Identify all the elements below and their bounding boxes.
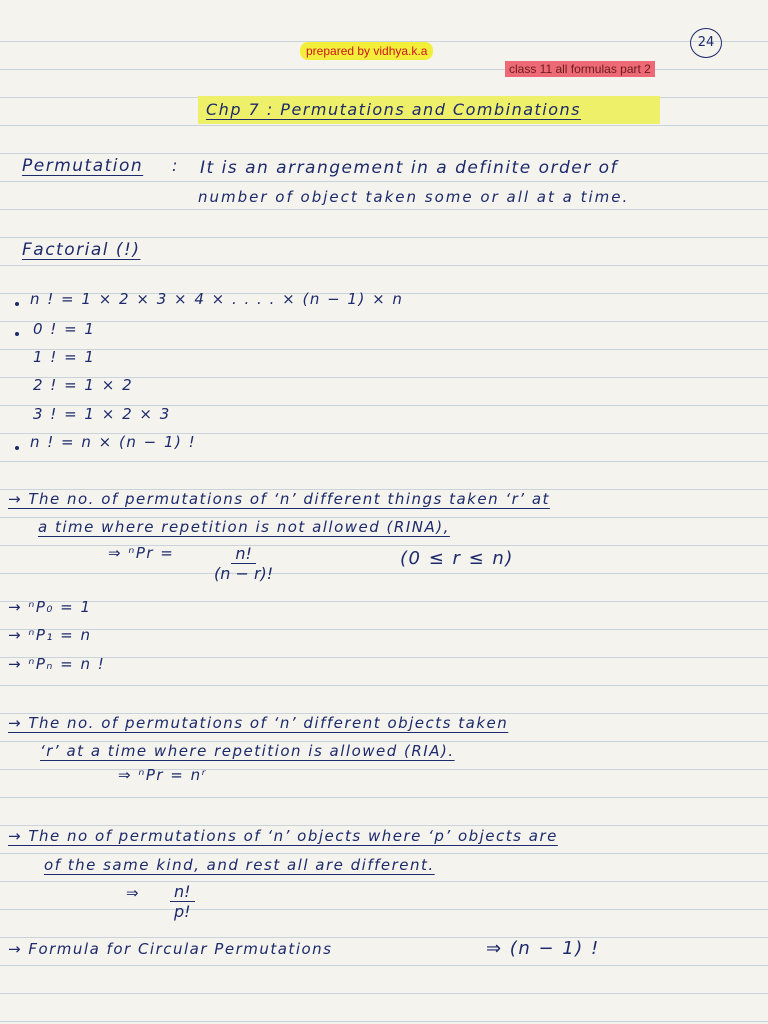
chapter-heading-text: Chp 7 : Permutations and Combinations	[206, 100, 582, 119]
rule3-denominator: p!	[173, 902, 191, 921]
rule1-condition: (0 ≤ r ≤ n)	[400, 548, 514, 569]
special-case-1: → ⁿP₀ = 1	[8, 598, 92, 616]
rule3-line-1: → The no of permutations of ‘n’ objects where ‘p’ objects are	[8, 827, 558, 845]
rule2-line-2: ‘r’ at a time where repetition is allowed (RIA).	[40, 742, 455, 760]
factorial-item-6: n ! = n × (n − 1) !	[30, 433, 197, 451]
bullet	[15, 332, 19, 336]
rule3-fraction	[170, 882, 195, 921]
bullet	[15, 302, 19, 306]
factorial-item-2: 0 ! = 1	[33, 320, 96, 338]
page-number: 24	[690, 28, 722, 58]
definition-term: Permutation	[22, 156, 144, 176]
rule1-denominator: (n − r)!	[214, 564, 274, 583]
rule1-formula-prefix: ⇒ ⁿPr =	[108, 544, 175, 562]
rule1-line-2: a time where repetition is not allowed (RINA),	[38, 518, 450, 536]
special-case-3: → ⁿPₙ = n !	[8, 655, 106, 673]
factorial-item-5: 3 ! = 1 × 2 × 3	[33, 405, 171, 423]
factorial-item-1: n ! = 1 × 2 × 3 × 4 × . . . . × (n − 1) × n	[30, 290, 404, 308]
factorial-item-3: 1 ! = 1	[33, 348, 96, 366]
rule1-line-1: → The no. of permutations of ‘n’ different things taken ‘r’ at	[8, 490, 550, 508]
rule1-numerator: n!	[231, 544, 256, 564]
rule3-numerator: n!	[170, 882, 195, 902]
definition-line-2: number of object taken some or all at a time.	[198, 188, 630, 206]
class-note-tag: class 11 all formulas part 2	[505, 61, 655, 77]
rule3-formula-prefix: ⇒	[126, 884, 141, 902]
chapter-heading	[198, 96, 660, 124]
prepared-by-tag: prepared by vidhya.k.a	[300, 42, 433, 60]
bullet	[15, 446, 19, 450]
rule1-fraction	[214, 544, 273, 583]
rule4-text: → Formula for Circular Permutations	[8, 940, 333, 958]
rule4-result: ⇒ (n − 1) !	[486, 938, 600, 959]
rule2-formula: ⇒ ⁿPr = nʳ	[118, 766, 208, 784]
definition-colon: :	[172, 156, 179, 175]
rule3-line-2: of the same kind, and rest all are different.	[44, 856, 435, 874]
factorial-item-4: 2 ! = 1 × 2	[33, 376, 134, 394]
special-case-2: → ⁿP₁ = n	[8, 626, 92, 644]
definition-line-1: It is an arrangement in a definite order of	[200, 158, 618, 178]
factorial-title: Factorial (!)	[22, 240, 141, 260]
rule2-line-1: → The no. of permutations of ‘n’ different objects taken	[8, 714, 509, 732]
